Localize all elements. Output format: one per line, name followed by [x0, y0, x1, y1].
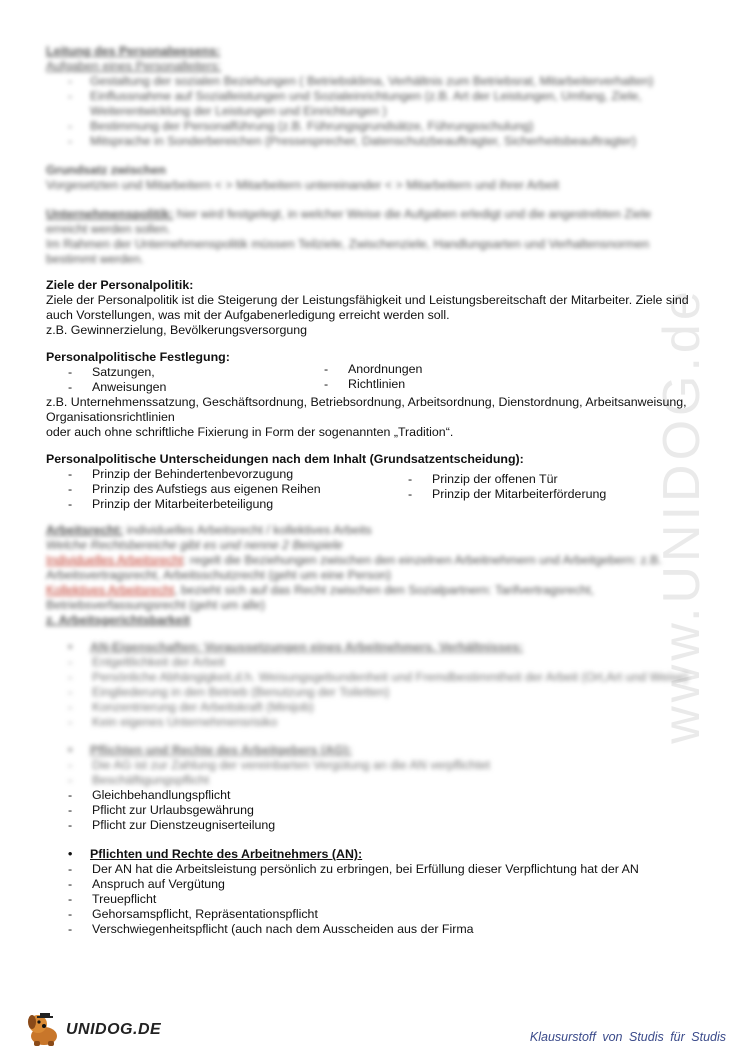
section-unternehmenspolitik	[46, 207, 706, 267]
unterscheidungen-right-list	[408, 472, 606, 502]
section-subtitle: Aufgaben eines Personalleiters:	[46, 59, 221, 73]
section-grundsatz	[46, 163, 706, 193]
paragraph: Vorgesetzten und Mitarbeitern < > Mitarbeitern untereinander < > Mitarbeitern und ihrer Arbeit	[46, 178, 560, 192]
list-item: - Pflicht zur Dienstzeugniserteilung	[68, 818, 706, 833]
section-festlegung	[46, 350, 706, 440]
list-item: - Persönliche Abhängigkeit,d.h. Weisungsgebundenheit und Fremdbestimmtheit der Arbeit (Ort,Art und Weise)	[68, 670, 706, 685]
section-title: Personalpolitische Festlegung:	[46, 350, 230, 364]
list-item: - Eingliederung in den Betrieb (Benutzung der Toiletten)	[68, 685, 706, 700]
list-item: - Prinzip der Behindertenbevorzugung	[68, 467, 321, 482]
list-item: - Gestaltung der sozialen Beziehungen ( Betriebsklima, Verhältnis zum Betriebsrat, Mitarbeiterverhalten)	[46, 74, 706, 89]
paragraph: : regelt die Beziehungen zwischen den einzelnen Arbeitnehmern und Arbeitgebern: z.B.	[183, 553, 662, 567]
section-an-pflichten	[46, 847, 706, 937]
list-item: - Prinzip des Aufstiegs aus eigenen Reihen	[68, 482, 321, 497]
section-an-eigenschaften	[46, 640, 706, 730]
list-item: - Prinzip der Mitarbeiterbeteiligung	[68, 497, 321, 512]
list-item: - Beschäftigungspflicht	[68, 773, 706, 788]
list-item: - Einflussnahme auf Sozialleistungen und Sozialeinrichtungen (z.B. Art der Leistungen, Umfang, Ziele,	[46, 89, 706, 104]
footer-slogan: Klausurstoff von Studis für Studis	[529, 1030, 726, 1044]
paragraph: , bezieht sich auf das Recht zwischen den Sozialpartnern: Tarifvertragsrecht,	[174, 583, 594, 597]
paragraph: Im Rahmen der Unternehmenspolitik müssen Teilziele, Zwischenziele, Handlungsarten und Verhaltensnormen	[46, 237, 650, 251]
dog-icon	[24, 1010, 64, 1048]
section-title: • AN-Eigenschaften: Voraussetzungen eines Arbeitnehmers. Verhältnisses:	[46, 640, 706, 655]
section-title: Personalpolitische Unterscheidungen nach dem Inhalt (Grundsatzentscheidung):	[46, 452, 524, 466]
section-ziele	[46, 278, 706, 338]
paragraph-line: Ziele der Personalpolitik ist die Steigerung der Leistungsfähigkeit und Leistungsbereitschaft der Mitarbeiter. Ziele sind	[46, 293, 689, 307]
list-item: - Richtlinien	[324, 377, 422, 392]
list-item: - Verschwiegenheitspflicht (auch nach dem Ausscheiden aus der Firma	[68, 922, 706, 937]
unterscheidungen-left-list	[68, 467, 321, 512]
festlegung-right-list	[324, 362, 422, 392]
list-item: - Gehorsamspflicht, Repräsentationspflicht	[68, 907, 706, 922]
list-item: - Pflicht zur Urlaubsgewährung	[68, 803, 706, 818]
section-title: • Pflichten und Rechte des Arbeitnehmers (AN):	[46, 847, 706, 862]
list-item: - Anordnungen	[324, 362, 422, 377]
section-title: Ziele der Personalpolitik:	[46, 278, 194, 292]
paragraph: erreicht werden sollen.	[46, 222, 171, 236]
section-ag-blurred	[46, 743, 706, 788]
unidog-logo[interactable]	[24, 1010, 184, 1050]
list-item: - Der AN hat die Arbeitsleistung persönlich zu erbringen, bei Erfüllung dieser Verpflichtung hat der AN	[68, 862, 706, 877]
section-unterscheidungen	[46, 452, 706, 512]
festlegung-text	[46, 395, 706, 440]
term-red: Individuelles Arbeitsrecht	[46, 553, 184, 567]
section-title: Grundsatz zwischen	[46, 163, 166, 177]
section-arbeitsrecht	[46, 523, 706, 628]
paragraph: Betriebsverfassungsrecht (geht um alle)	[46, 598, 266, 612]
paragraph: z. Arbeitsgerichtsbarkeit	[46, 613, 191, 627]
list-item: - Die AG ist zur Zahlung der vereinbarten Vergütung an die AN verpflichtet	[68, 758, 706, 773]
paragraph: individuelles Arbeitsrecht / kollektives Arbeits	[123, 523, 372, 537]
list-item-continued: Weiterentwicklung der Leistungen und Einrichtungen )	[90, 104, 387, 118]
logo-text: UNIDOG.DE	[66, 1021, 162, 1038]
festlegung-left-list	[68, 365, 166, 395]
section-title: • Pflichten und Rechte des Arbeitgebers (AG):	[46, 743, 706, 758]
paragraph-line: z.B. Gewinnerzielung, Bevölkerungsversorgung	[46, 323, 308, 337]
section-personalleitung	[46, 44, 706, 149]
section-title: Unternehmenspolitik:	[46, 207, 174, 221]
paragraph-line: auch Vorstellungen, was mit der Aufgabenerledigung erreicht werden soll.	[46, 308, 450, 322]
term-red: Kollektives Arbeitsrecht	[46, 583, 175, 597]
list-item: - Anweisungen	[68, 380, 166, 395]
section-ag-visible	[46, 788, 706, 833]
list-item: - Treuepflicht	[68, 892, 706, 907]
list-item: - Prinzip der Mitarbeiterförderung	[408, 487, 606, 502]
paragraph-line: oder auch ohne schriftliche Fixierung in Form der sogenannten „Tradition“.	[46, 425, 454, 439]
list-item: - Anspruch auf Vergütung	[68, 877, 706, 892]
list-item: - Prinzip der offenen Tür	[408, 472, 606, 487]
section-title: Arbeitsrecht:	[46, 523, 124, 537]
list-item: - Kein eigenes Unternehmensrisiko	[68, 715, 706, 730]
list-item: - Mitsprache in Sonderbereichen (Pressesprecher, Datenschutzbeauftragter, Sicherheitsbeauftragter)	[46, 134, 706, 149]
paragraph-line: Organisationsrichtlinien	[46, 410, 175, 424]
paragraph: Arbeitsvertragsrecht, Arbeitsschutzrecht (geht um eine Person)	[46, 568, 392, 582]
paragraph-line: z.B. Unternehmenssatzung, Geschäftsordnung, Betriebsordnung, Arbeitsordnung, Dienstordnung, Arbeitsanweisung,	[46, 395, 687, 409]
watermark-text: www.UNIDOG.de	[652, 286, 711, 744]
list-item: - Entgeltlichkeit der Arbeit	[68, 655, 706, 670]
list-item: - Bestimmung der Personalführung (z.B. Führungsgrundsätze, Führungsschulung)	[46, 119, 706, 134]
paragraph: bestimmt werden.	[46, 252, 144, 266]
section-title: Leitung des Personalwesens:	[46, 44, 221, 58]
paragraph: hier wird festgelegt, in welcher Weise die Aufgaben erledigt und die angestrebten Ziele	[173, 207, 652, 221]
list-item: - Satzungen,	[68, 365, 166, 380]
paragraph: Welche Rechtsbereiche gibt es und nenne 2 Beispiele	[46, 538, 343, 552]
list-item: - Gleichbehandlungspflicht	[68, 788, 706, 803]
list-item: - Konzentrierung der Arbeitskraft (Minijob)	[68, 700, 706, 715]
